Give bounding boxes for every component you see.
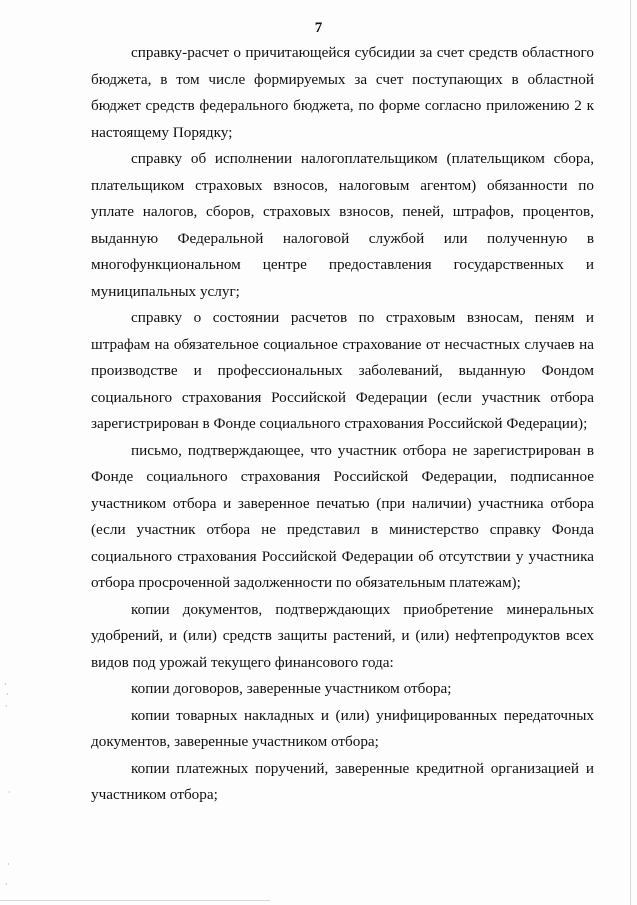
document-body — [91, 40, 594, 809]
paragraph-tax-certificate: справку об исполнении налогоплательщиком (плательщиком сбора, плательщиком страховых взносов, налоговым агентом) обязанности по уплате налогов, сборов, страховых взносов, пеней, штрафов, процентов, выданную Федеральной налоговой службой или полученную в многофункциональном центре предоставления государственных и муниципальных услуг; — [91, 150, 594, 300]
document-page: · · · · · · 7 справку-расчет о причитающейся субсидии за счет средств областного бюджета, в том числе формируемых за счет поступающих в областной бюджет средств федерального бюджета, по форме согласно приложению 2 к настоящему Порядку; справку об исполнении налогоплательщиком (плательщиком сбора, плательщиком страховых взносов, налоговым агентом) обязанности по уплате налогов, сборов, страховых взносов, пеней, штрафов, процентов, выданную Федеральной налоговой службой или полученную в многофункциональном центре предоставления государственных и муниципальных услуг; справку о состоянии расчетов по страховым взносам, пеням и штрафам на обязательное социальное страхование от несчастных случаев на производстве и профессиональных заболеваний, выданную Фондом социального страхования Российской Федерации (если участник отбора зарегистрирован в Фонде социального страхования Российской Федерации); письмо, подтверждающее, что участник отбора не зарегистрирован в Фонде социального страхования Российской Федерации, подписанное участником отбора и заверенное печатью (при наличии) участника отбора (если участник отбора не представил в министерство справку Фонда социального страхования Российской Федерации об отсутствии у участника отбора просроченной задолженности по обязательным платежам); копии документов, подтверждающих приобретение минеральных удобрений, и (или) средств защиты растений, и (или) нефтепродуктов всех видов под урожай текущего финансового года: копии договоров, заверенные участником отбора; копии товарных накладных и (или) унифицированных передаточных документов, заверенные участником отбора; копии платежных поручений, заверенные кредитной организацией и участником отбора; — [0, 0, 637, 905]
paragraph-fss-letter: письмо, подтверждающее, что участник отбора не зарегистрирован в Фонде социального страхования Российской Федерации, подписанное участником отбора и заверенное печатью (при наличии) участника отбора (если участник отбора не представил в министерство справку Фонда социального страхования Российской Федерации об отсутствии у участника отбора просроченной задолженности по обязательным платежам); — [91, 441, 594, 591]
paragraph-insurance-certificate: справку о состоянии расчетов по страховым взносам, пеням и штрафам на обязательное социальное страхование от несчастных случаев на производстве и профессиональных заболеваний, выданную Фондом социального страхования Российской Федерации (если участник отбора зарегистрирован в Фонде социального страхования Российской Федерации); — [91, 309, 594, 432]
paragraph-payment-order-copies: копии платежных поручений, заверенные кредитной организацией и участником отбора; — [91, 759, 594, 803]
scan-right-edge — [630, 0, 631, 905]
paragraph-purchase-documents: копии документов, подтверждающих приобретение минеральных удобрений, и (или) средств защиты растений, и (или) нефтепродуктов всех видов под урожай текущего финансового года: — [91, 600, 594, 671]
paragraph-invoice-copies: копии товарных накладных и (или) унифицированных передаточных документов, заверенные участником отбора; — [91, 706, 594, 750]
paragraph-subsidy-calculation: справку-расчет о причитающейся субсидии за счет средств областного бюджета, в том числе формируемых за счет поступающих в областной бюджет средств федерального бюджета, по форме согласно приложению 2 к настоящему Порядку; — [91, 44, 594, 141]
paragraph-contract-copies: копии договоров, заверенные участником отбора; — [131, 680, 452, 697]
page-number: 7 — [314, 20, 323, 36]
scan-bottom-edge — [0, 900, 270, 901]
